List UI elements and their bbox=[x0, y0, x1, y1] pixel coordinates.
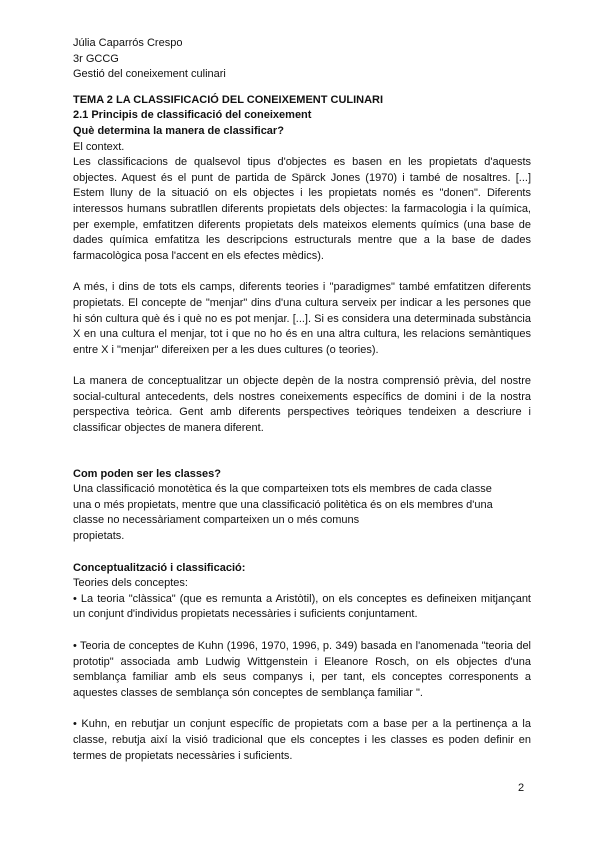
classes-line-4: propietats. bbox=[73, 530, 125, 543]
context-paragraph-3: La manera de conceptualitzar un objecte depèn de la nostra comprensió prèvia, del nostre social-cultural antecedents, dels nostres coneixements específics de domini i de la nostra perspectiva teòrica. Gent amb diferents perspectives teòriques tendeixen a descriure i classificar objectes de manera diferent. bbox=[73, 375, 531, 435]
document-page bbox=[73, 36, 531, 764]
concept-bullet-1: • La teoria "clàssica" (que es remunta a Aristòtil), on els conceptes es defineixen mitjançant un conjunt d'individus propietats necessàries i suficients conjuntament. bbox=[73, 592, 531, 621]
classes-heading: Com poden ser les classes? bbox=[73, 467, 221, 480]
section-question: Què determina la manera de classificar? bbox=[73, 124, 284, 137]
classes-line-1: Una classificació monotètica és la que comparteixen tots els membres de cada classe bbox=[73, 483, 492, 496]
context-label: El context. bbox=[73, 140, 125, 153]
page-number: 2 bbox=[518, 782, 525, 794]
classes-line-3: classe no necessàriament comparteixen un o més comuns bbox=[73, 514, 360, 527]
course-name: 3r GCCG bbox=[73, 52, 119, 65]
classes-line-2: una o més propietats, mentre que una classificació politètica és on els membres d'una bbox=[73, 498, 493, 511]
section-subtitle: 2.1 Principis de classificació del coneixement bbox=[73, 109, 312, 122]
context-paragraph-2: A més, i dins de tots els camps, diferents teories i "paradigmes" també emfatitzen diferents propietats. El concepte de "menjar" dins d'una cultura serveix per indicar a les persones que hi són cultura què és i què no es pot menjar. [...]. Si es considera una determinada substància X en una cultura el menjar, tot i que no ho és en una altra cultura, les relacions semàntiques entre X i "menjar" difereixen per a les dues cultures (o teories). bbox=[73, 281, 531, 356]
context-paragraph-1: Les classificacions de qualsevol tipus d'objectes es basen en les propietats d'aquests objectes. Aquest és el punt de partida de Spärck Jones (1970) i també de nosaltres. [...] Estem lluny de la situació on els objectes i les propietats només es "donen". Diferents interessos humans subratllen diferents propietats dels objectes: la farmacologia i la química, per exemple, emfatitzen diferents propietats dels mateixos elements químics (una base de dades química emfatitza les descripcions estructurals mentre que a la base de dades farmacològica posa l'accent en els efectes mèdics). bbox=[73, 156, 531, 262]
topic-title: TEMA 2 LA CLASSIFICACIÓ DEL CONEIXEMENT CULINARI bbox=[73, 93, 384, 106]
subject-name: Gestió del coneixement culinari bbox=[73, 68, 226, 81]
author-name: Júlia Caparrós Crespo bbox=[73, 37, 183, 49]
concept-intro: Teories dels conceptes: bbox=[73, 577, 188, 590]
concept-heading: Conceptualització i classificació: bbox=[73, 561, 246, 574]
concept-bullet-2: • Teoria de conceptes de Kuhn (1996, 1970, 1996, p. 349) basada en l'anomenada "teoria del prototip" associada amb Ludwig Wittgenstein i Eleanore Rosch, on els objectes d'una semblança familiar amb els seus companys i, per tant, els conceptes corresponents a aquestes classes de semblança són conceptes de semblança familiar ". bbox=[73, 640, 531, 699]
concept-bullet-3: • Kuhn, en rebutjar un conjunt específic de propietats com a base per a la pertinença a la classe, rebutja així la visió tradicional que els conceptes i les classes es poden definir en termes de propietats necessàries i suficients. bbox=[73, 718, 531, 762]
